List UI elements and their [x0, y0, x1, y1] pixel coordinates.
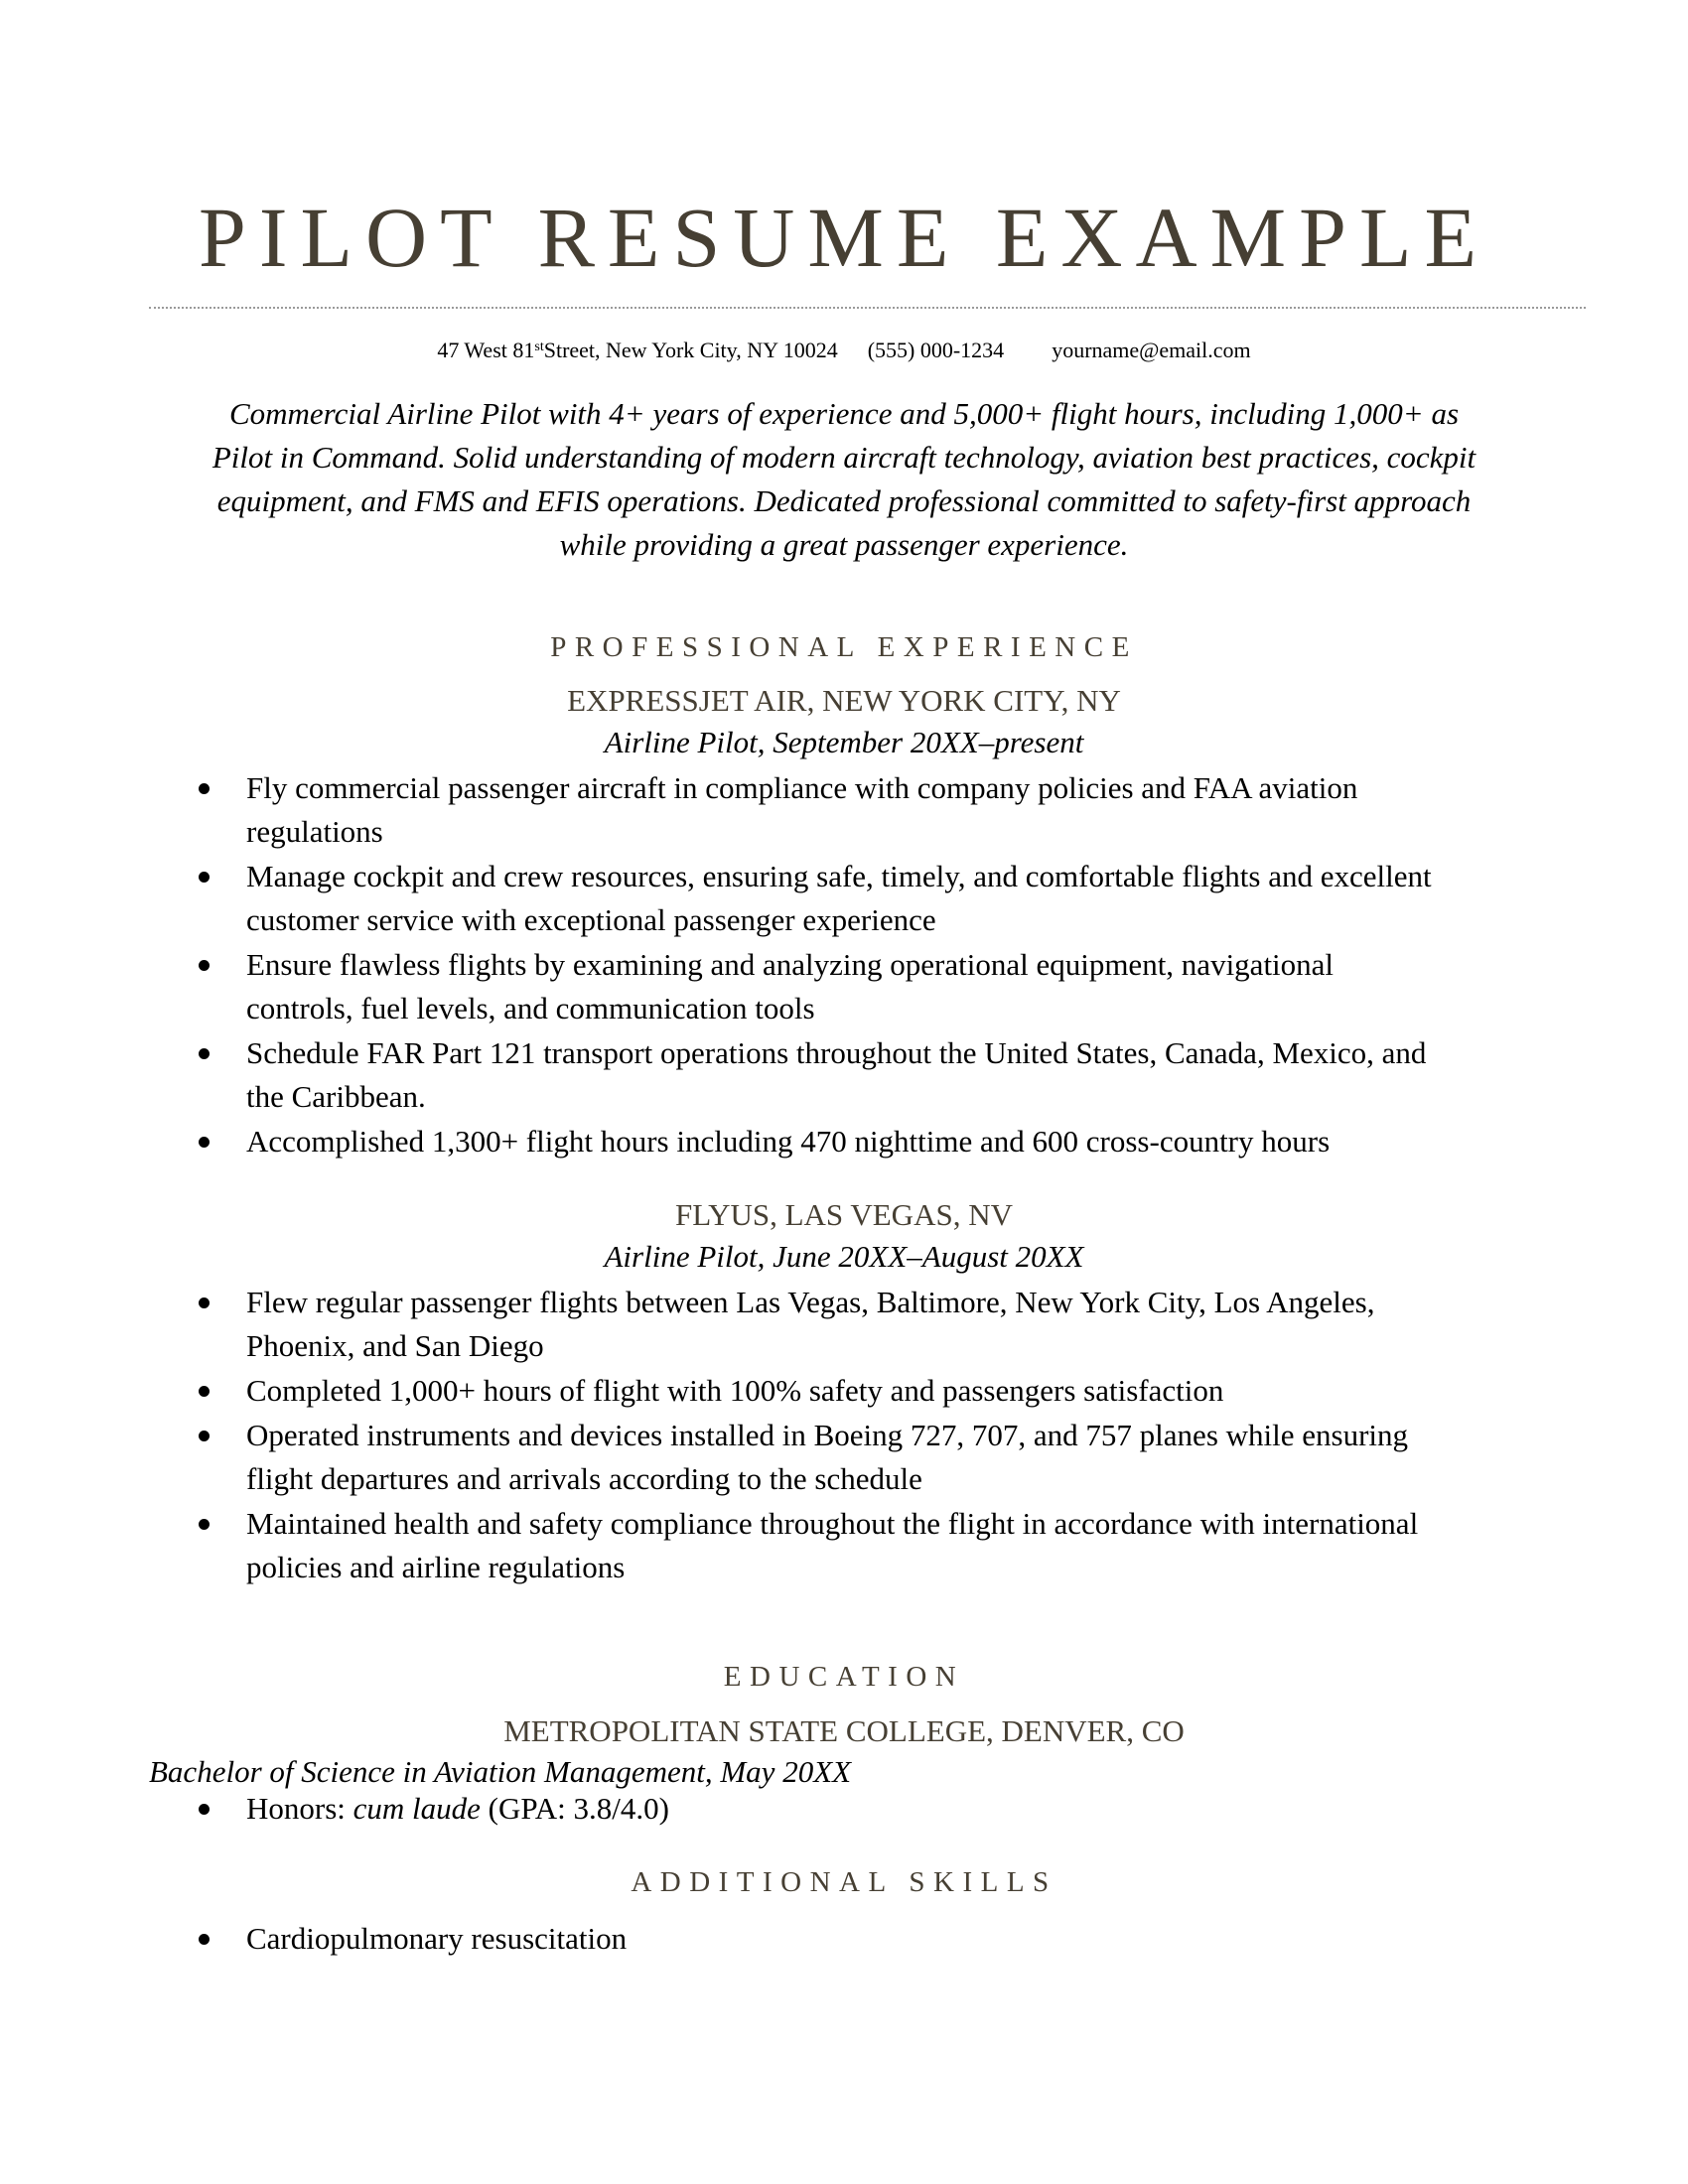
bullet-icon [199, 960, 210, 971]
summary-line: Pilot in Command. Solid understanding of modern aircraft technology, aviation best practices, cockpit [211, 440, 1477, 475]
list-item-text: Manage cockpit and crew resources, ensuring safe, timely, and comfortable flights and excellent [246, 859, 1432, 893]
header-divider [149, 307, 1586, 309]
list-item-text: Cardiopulmonary resuscitation [246, 1921, 628, 1956]
address-ordinal: st [534, 340, 544, 354]
list-item-text: Accomplished 1,300+ flight hours including 470 nighttime and 600 cross-country hours [246, 1124, 1331, 1159]
summary-line: while providing a great passenger experience. [559, 527, 1129, 562]
address-street: Street, New York City, NY 10024 [543, 338, 838, 362]
bullet-icon [199, 1804, 210, 1815]
list-item [0, 943, 1537, 1030]
list-item-text: Operated instruments and devices installed in Boeing 727, 707, and 757 planes while ensuring [246, 1418, 1409, 1452]
job-bullets [0, 766, 1688, 1164]
bullet-icon [199, 1431, 210, 1441]
list-item [0, 1281, 1537, 1368]
contact-email: yourname@email.com [1052, 338, 1251, 362]
skills-bullets [0, 1917, 1688, 1962]
list-item-text: Completed 1,000+ hours of flight with 100% safety and passengers satisfaction [246, 1373, 1224, 1408]
list-item-text: the Caribbean. [246, 1079, 426, 1114]
list-item [0, 1787, 1537, 1831]
job-bullets [0, 1281, 1688, 1590]
list-item [0, 1120, 1537, 1163]
bullet-icon [199, 1048, 210, 1059]
bullet-icon [199, 872, 210, 883]
bullet-icon [199, 783, 210, 794]
list-item [0, 1414, 1537, 1501]
education-degree: Bachelor of Science in Aviation Management, May 20XX [149, 1754, 852, 1789]
bullet-icon [199, 1386, 210, 1397]
list-item [0, 1502, 1537, 1589]
summary-line: Commercial Airline Pilot with 4+ years of experience and 5,000+ flight hours, including 1,000+ as [228, 396, 1460, 431]
list-item [0, 1369, 1537, 1413]
list-item-text: Flew regular passenger flights between Las Vegas, Baltimore, New York City, Los Angeles, [246, 1285, 1375, 1319]
honors-label: Honors: [246, 1791, 353, 1826]
gpa-text: (GPA: 3.8/4.0) [480, 1791, 669, 1826]
summary-line: equipment, and FMS and EFIS operations. Dedicated professional committed to safety-first approach [216, 483, 1472, 518]
honors-value: cum laude [352, 1791, 481, 1826]
contact-address [437, 337, 837, 364]
list-item-text: Ensure flawless flights by examining and analyzing operational equipment, navigational [246, 947, 1335, 982]
contact-line [0, 337, 1688, 364]
list-item-text: Schedule FAR Part 121 transport operations throughout the United States, Canada, Mexico, and [246, 1035, 1427, 1070]
bullet-icon [199, 1519, 210, 1530]
list-item [0, 855, 1537, 942]
contact-phone: (555) 000-1234 [867, 338, 1005, 362]
list-item-text: policies and airline regulations [246, 1550, 626, 1584]
list-item [0, 766, 1537, 854]
job-role: Airline Pilot, June 20XX–August 20XX [604, 1239, 1084, 1274]
professional-summary [149, 392, 1539, 567]
list-item-text: Fly commercial passenger aircraft in compliance with company policies and FAA aviation [246, 770, 1358, 805]
list-item-text: customer service with exceptional passenger experience [246, 902, 936, 937]
education-school: METROPOLITAN STATE COLLEGE, DENVER, CO [503, 1713, 1185, 1748]
resume-title: PILOT RESUME EXAMPLE [198, 190, 1490, 285]
section-heading-experience: PROFESSIONAL EXPERIENCE [550, 631, 1138, 663]
list-item-text: regulations [246, 814, 383, 849]
list-item [0, 1031, 1537, 1119]
list-item-text: Phoenix, and San Diego [246, 1328, 544, 1363]
section-heading-education: EDUCATION [723, 1661, 965, 1693]
address-number: 47 West 81 [437, 338, 535, 362]
bullet-icon [199, 1934, 210, 1945]
list-item-text: controls, fuel levels, and communication tools [246, 991, 815, 1025]
list-item [0, 1917, 1537, 1961]
bullet-icon [199, 1137, 210, 1148]
education-bullets [0, 1787, 1688, 1832]
section-heading-skills: ADDITIONAL SKILLS [631, 1866, 1057, 1898]
bullet-icon [199, 1297, 210, 1308]
list-item-text: Maintained health and safety compliance throughout the flight in accordance with international [246, 1506, 1419, 1541]
job-role: Airline Pilot, September 20XX–present [604, 725, 1084, 759]
list-item-text: flight departures and arrivals according to the schedule [246, 1461, 922, 1496]
job-company: FLYUS, LAS VEGAS, NV [675, 1197, 1013, 1232]
job-company: EXPRESSJET AIR, NEW YORK CITY, NY [567, 683, 1121, 718]
